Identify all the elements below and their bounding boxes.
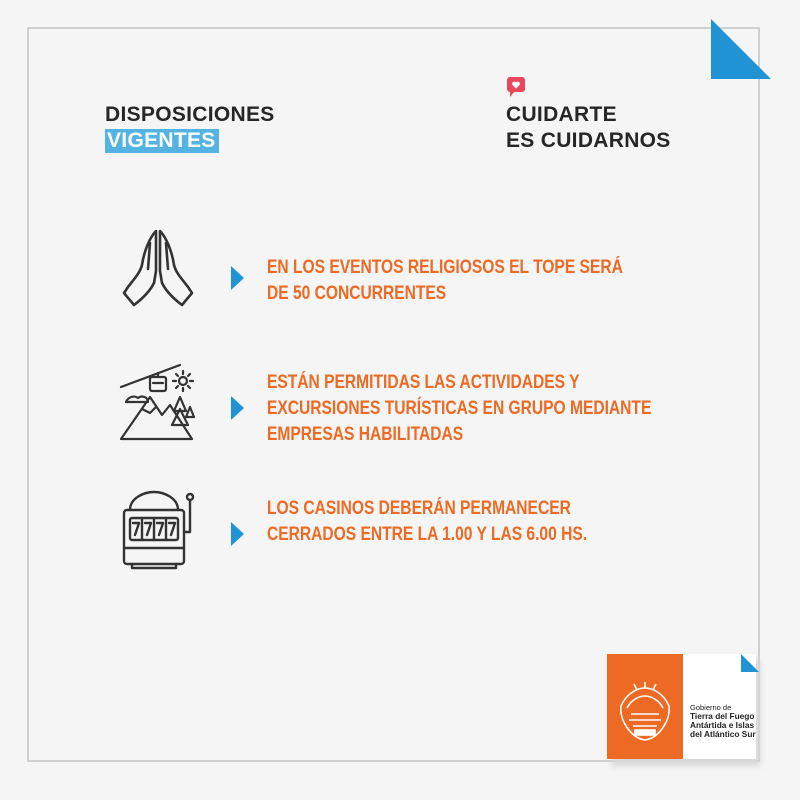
logo-orange-panel (607, 654, 683, 759)
logo-corner-fold-icon (741, 654, 759, 672)
bullet-arrow-icon (231, 396, 244, 420)
coat-of-arms-icon (607, 654, 683, 759)
title-line-2-highlight: VIGENTES (105, 129, 219, 153)
slogan-line-1: CUIDARTE (506, 103, 617, 126)
item-text: ESTÁN PERMITIDAS LAS ACTIVIDADES Y EXCURSIONES TURÍSTICAS EN GRUPO MEDIANTE EMPRESAS HABILITADAS (267, 372, 652, 445)
item-text: LOS CASINOS DEBERÁN PERMANECER CERRADOS ENTRE LA 1.00 Y LAS 6.00 HS. (267, 498, 588, 545)
section-title (105, 102, 275, 153)
slot-machine-icon (120, 488, 198, 570)
cable-car-mountains-icon (118, 357, 198, 441)
corner-fold-icon (711, 19, 771, 79)
slogan (506, 76, 671, 154)
bullet-arrow-icon (231, 266, 244, 290)
government-logo (607, 654, 756, 759)
title-line-1: DISPOSICIONES (105, 103, 275, 126)
logo-text: Gobierno de Tierra del Fuego Antártida e Islas del Atlántico Sur (690, 703, 756, 739)
heart-chat-icon (506, 76, 528, 98)
praying-hands-icon (120, 225, 196, 309)
item-text: EN LOS EVENTOS RELIGIOSOS EL TOPE SERÁ DE 50 CONCURRENTES (267, 257, 623, 304)
slogan-line-2: ES CUIDARNOS (506, 129, 671, 152)
bullet-arrow-icon (231, 522, 244, 546)
